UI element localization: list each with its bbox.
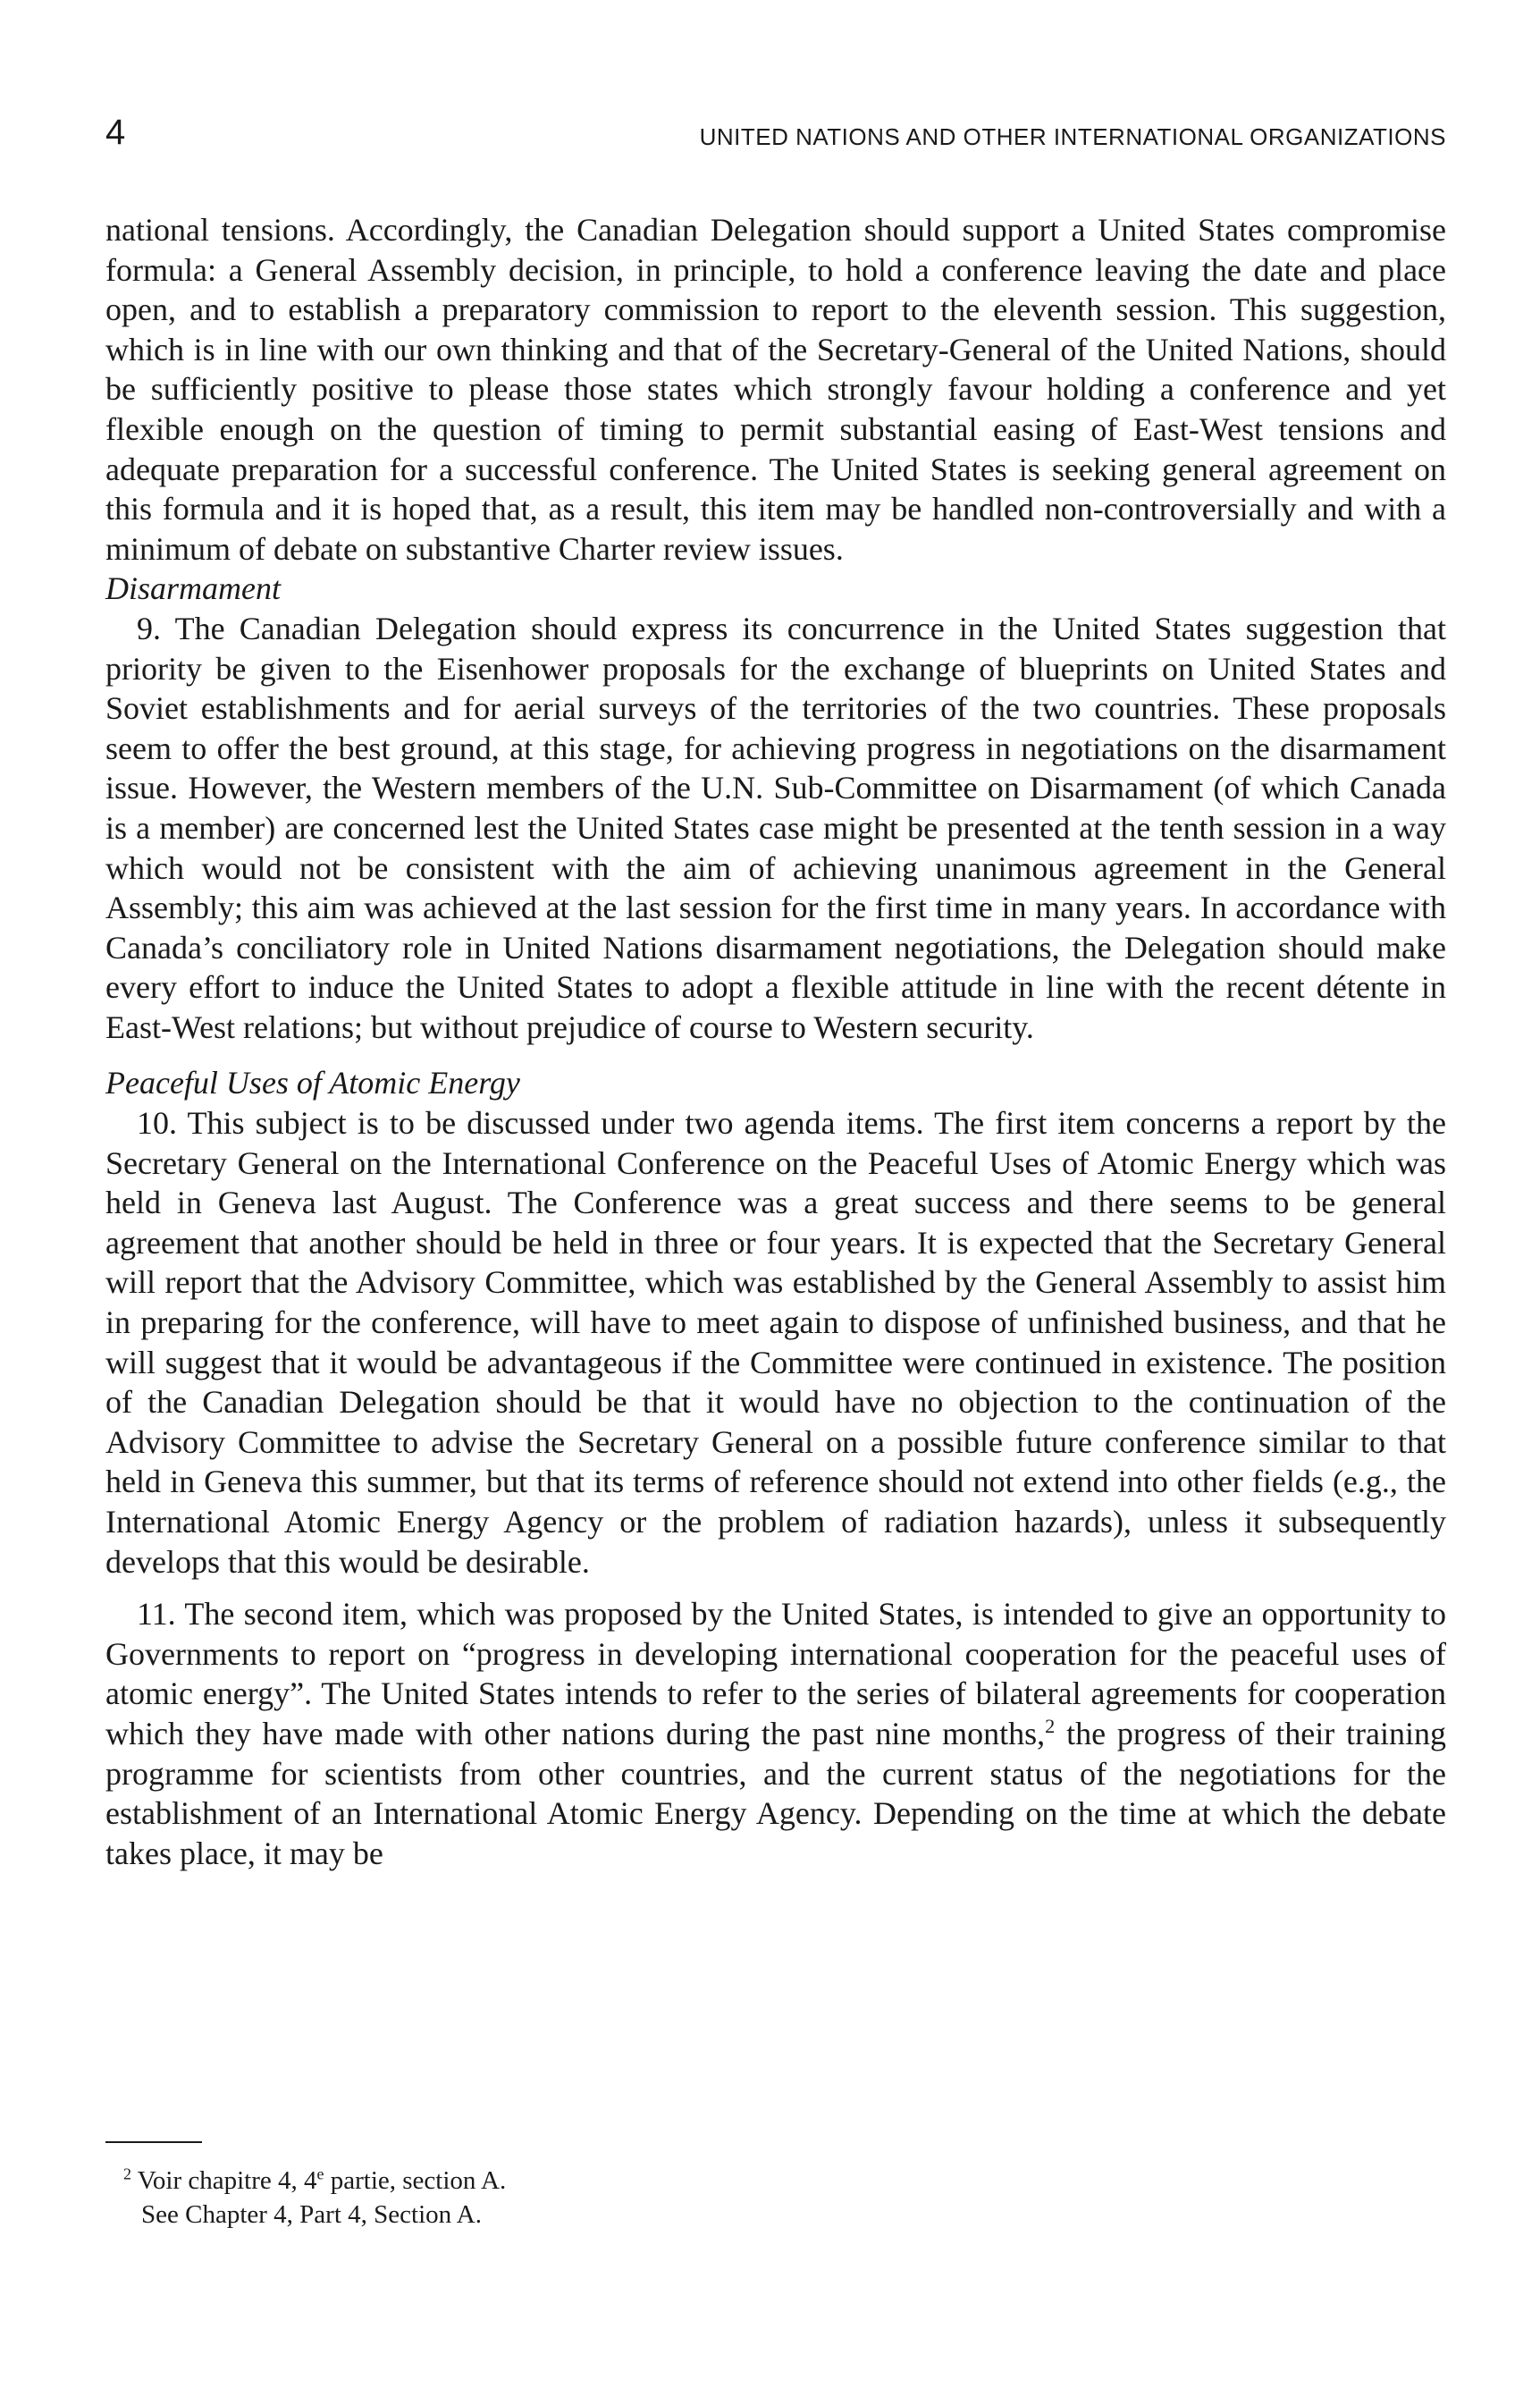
section-heading-disarmament: Disarmament [105,570,281,607]
paragraph-11 [105,1594,1446,1873]
body-text [105,210,1446,1873]
footnote-french-superscript: e [316,2164,324,2183]
paragraph-10: 10. This subject is to be discussed under two agenda items. The first item concerns a report by the Secretary General on the International Conference on the Peaceful Uses of Atomic Energy which was held in Geneva last August. The Conference was a great success and there seems to be general agreement that another should be held in three or four years. It is expected that the Secretary General will report that the Advisory Committee, which was established by the General Assembly to assist him in preparing for the conference, will have to meet again to dispose of unfinished business, and that he will suggest that it would be advantageous if the Committee were continued in existence. The position of the Canadian Delegation should be that it would have no objection to the continuation of the Advisory Committee to advise the Secretary General on a possible future conference similar to that held in Geneva this summer, but that its terms of reference should not extend into other fields (e.g., the International Atomic Energy Agency or the problem of radiation hazards), unless it subsequently develops that this would be desirable. [105,1105,1446,1580]
paragraph-11-text-end: the progress of their training programme for scientists from other countries, and the current status of the negotiations for the establishment of an International Atomic Energy Agency. Depending on the time at which the debate takes place, it may be [105,1715,1446,1871]
footnotes [123,2164,928,2232]
running-head-title: UNITED NATIONS AND OTHER INTERNATIONAL ORGANIZATIONS [699,123,1446,150]
page-number: 4 [105,113,126,152]
footnote-divider [105,2141,202,2143]
footnote-english: See Chapter 4, Part 4, Section A. [141,2200,482,2229]
footnote-reference[interactable]: 2 [1045,1714,1056,1737]
footnote-french-text-end: partie, section A. [324,2166,507,2195]
footnote-french-text-start: Voir chapitre 4, 4 [130,2166,317,2195]
paragraph-9: 9. The Canadian Delegation should express its concurrence in the United States suggestion that priority be given to the Eisenhower proposals for the exchange of blueprints on United States and Soviet establishments and for aerial surveys of the territories of the two countries. These proposals seem to offer the best ground, at this stage, for achieving progress in negotiations on the disarmament issue. However, the Western members of the U.N. Sub-Committee on Disarmament (of which Canada is a member) are concerned lest the United States case might be presented at the tenth session in a way which would not be consistent with the aim of achieving unanimous agreement in the General Assembly; this aim was achieved at the last session for the first time in many years. In accordance with Canada’s conciliatory role in United Nations disarmament negotiations, the Delegation should make every effort to induce the United States to adopt a flexible attitude in line with the recent détente in East-West relations; but without prejudice of course to Western security. [105,610,1446,1045]
section-heading-atomic-energy: Peaceful Uses of Atomic Energy [105,1065,520,1101]
paragraph-continuation: national tensions. Accordingly, the Canadian Delegation should support a United States compromise formula: a General Assembly decision, in principle, to hold a conference leaving the date and place open, and to establish a preparatory commission to report to the eleventh session. This suggestion, which is in line with our own thinking and that of the Secretary-General of the United Nations, should be sufficiently positive to please those states which strongly favour holding a conference and yet flexible enough on the question of timing to permit substantial easing of East-West tensions and adequate preparation for a successful conference. The United States is seeking general agreement on this formula and it is hoped that, as a result, this item may be handled non-controversially and with a minimum of debate on substantive Charter review issues. [105,212,1446,567]
paragraph-11-text-start: 11. The second item, which was proposed by the United States, is intended to give an opportunity to Governments to report on “progress in developing international cooperation for the peaceful uses of atomic energy”. The United States intends to refer to the series of bilateral agreements for cooperation which they have made with other nations during the past nine months, [105,1596,1446,1751]
footnote-number: 2 [123,2164,131,2183]
running-head [105,114,1446,168]
footnote-french [123,2164,928,2198]
